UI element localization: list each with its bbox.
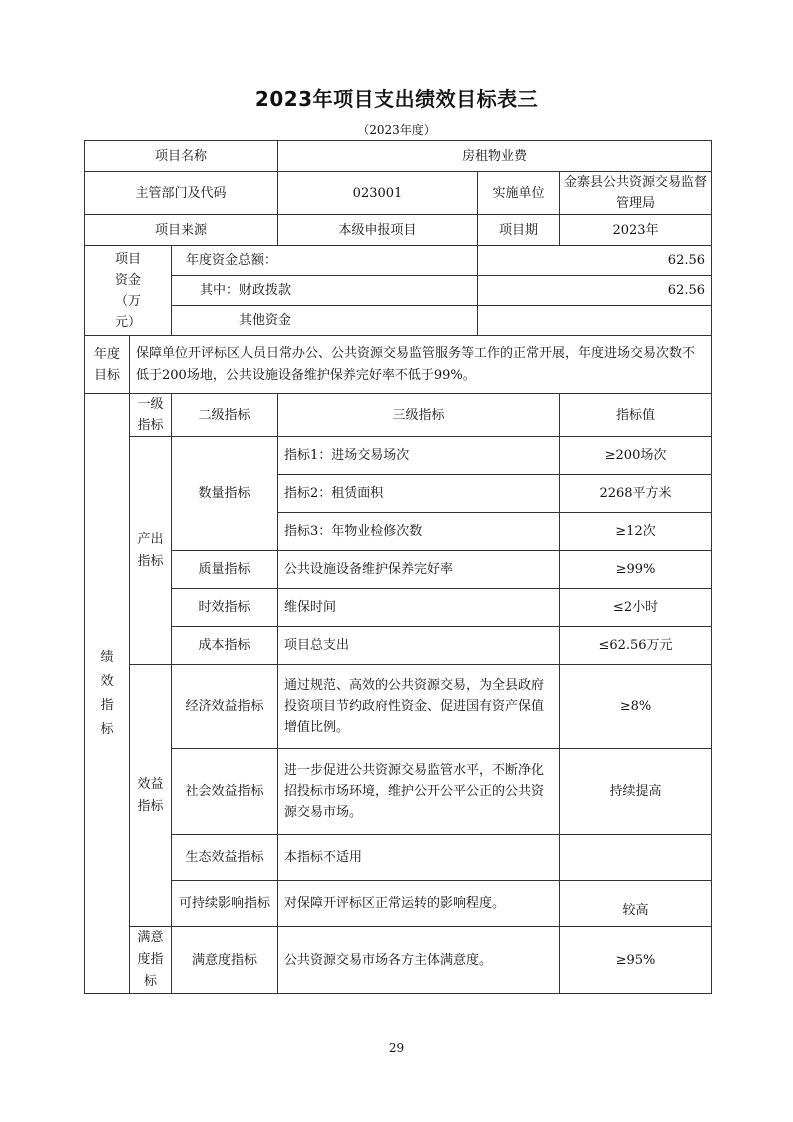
row-funds-other xyxy=(85,306,712,336)
row-social xyxy=(85,749,712,835)
source-value: 本级申报项目 xyxy=(278,215,478,246)
eco-label: 生态效益指标 xyxy=(172,835,278,881)
economic-value: ≥8% xyxy=(560,665,712,749)
sustain-label: 可持续影响指标 xyxy=(172,881,278,927)
quantity-3-name: 指标3：年物业检修次数 xyxy=(278,513,560,551)
funds-total-label: 年度资金总额： xyxy=(172,246,478,276)
project-name-label: 项目名称 xyxy=(85,141,278,172)
cost-value: ≤62.56万元 xyxy=(560,627,712,665)
social-name: 进一步促进公共资源交易监管水平，不断净化招投标市场环境，维护公开公平公正的公共资源交易市场。 xyxy=(278,749,560,835)
header-level1: 一级指标 xyxy=(130,394,172,437)
quality-label: 质量指标 xyxy=(172,551,278,589)
satisfaction-name: 公共资源交易市场各方主体满意度。 xyxy=(278,927,560,994)
sustain-name: 对保障开评标区正常运转的影响程度。 xyxy=(278,881,560,927)
eco-name: 本指标不适用 xyxy=(278,835,560,881)
row-satisfaction xyxy=(85,927,712,994)
economic-label: 经济效益指标 xyxy=(172,665,278,749)
quantity-3-value: ≥12次 xyxy=(560,513,712,551)
row-indicator-header xyxy=(85,394,712,437)
row-economic xyxy=(85,665,712,749)
project-name-value: 房租物业费 xyxy=(278,141,712,172)
document-title: 2023年项目支出绩效目标表三 xyxy=(254,87,539,111)
dept-code: 023001 xyxy=(278,172,478,215)
funds-other-label: 其他资金 xyxy=(172,306,478,336)
quantity-2-value: 2268平方米 xyxy=(560,475,712,513)
year-note: （2023年度） xyxy=(357,123,436,137)
sustain-value: 较高 xyxy=(560,881,712,927)
eco-value xyxy=(560,835,712,881)
quantity-1-name: 指标1：进场交易场次 xyxy=(278,437,560,475)
quality-name: 公共设施设备维护保养完好率 xyxy=(278,551,560,589)
social-label: 社会效益指标 xyxy=(172,749,278,835)
row-project-name xyxy=(85,141,712,172)
quantity-1-value: ≥200场次 xyxy=(560,437,712,475)
satisfaction-value: ≥95% xyxy=(560,927,712,994)
quantity-label: 数量指标 xyxy=(172,437,278,551)
cost-label: 成本指标 xyxy=(172,627,278,665)
annual-goal-label: 年度目标 xyxy=(85,336,130,394)
funds-other-value xyxy=(478,306,712,336)
performance-table xyxy=(84,140,712,994)
funds-label: 项目资金（万元） xyxy=(85,246,172,336)
row-timeliness xyxy=(85,589,712,627)
satisfaction-label: 满意度指标 xyxy=(130,927,172,994)
row-sustain xyxy=(85,881,712,927)
dept-label: 主管部门及代码 xyxy=(85,172,278,215)
row-dept xyxy=(85,172,712,215)
funds-fiscal-value: 62.56 xyxy=(478,276,712,306)
timeliness-value: ≤2小时 xyxy=(560,589,712,627)
cost-name: 项目总支出 xyxy=(278,627,560,665)
economic-name: 通过规范、高效的公共资源交易，为全县政府投资项目节约政府性资金、促进国有资产保值增值比例。 xyxy=(278,665,560,749)
row-eco xyxy=(85,835,712,881)
quality-value: ≥99% xyxy=(560,551,712,589)
row-source xyxy=(85,215,712,246)
row-cost xyxy=(85,627,712,665)
page-number: 29 xyxy=(388,1041,405,1055)
row-funds-fiscal xyxy=(85,276,712,306)
period-label: 项目期 xyxy=(478,215,560,246)
timeliness-label: 时效指标 xyxy=(172,589,278,627)
benefit-label: 效益指标 xyxy=(130,665,172,927)
funds-fiscal-label: 其中：财政拨款 xyxy=(172,276,478,306)
satisfaction-sub-label: 满意度指标 xyxy=(172,927,278,994)
row-funds-total xyxy=(85,246,712,276)
funds-total-value: 62.56 xyxy=(478,246,712,276)
header-value: 指标值 xyxy=(560,394,712,437)
performance-label: 绩效指标 xyxy=(85,394,130,994)
social-value: 持续提高 xyxy=(560,749,712,835)
quantity-2-name: 指标2：租赁面积 xyxy=(278,475,560,513)
impl-unit-value: 金寨县公共资源交易监督管理局 xyxy=(560,172,712,215)
timeliness-name: 维保时间 xyxy=(278,589,560,627)
output-label: 产出指标 xyxy=(130,437,172,665)
row-quality xyxy=(85,551,712,589)
period-value: 2023年 xyxy=(560,215,712,246)
row-quantity-1 xyxy=(85,437,712,475)
annual-goal-text: 保障单位开评标区人员日常办公、公共资源交易监管服务等工作的正常开展，年度进场交易次数不低于200场地，公共设施设备维护保养完好率不低于99%。 xyxy=(130,336,712,394)
header-level2: 二级指标 xyxy=(172,394,278,437)
source-label: 项目来源 xyxy=(85,215,278,246)
header-level3: 三级指标 xyxy=(278,394,560,437)
row-annual-goal xyxy=(85,336,712,394)
impl-unit-label: 实施单位 xyxy=(478,172,560,215)
